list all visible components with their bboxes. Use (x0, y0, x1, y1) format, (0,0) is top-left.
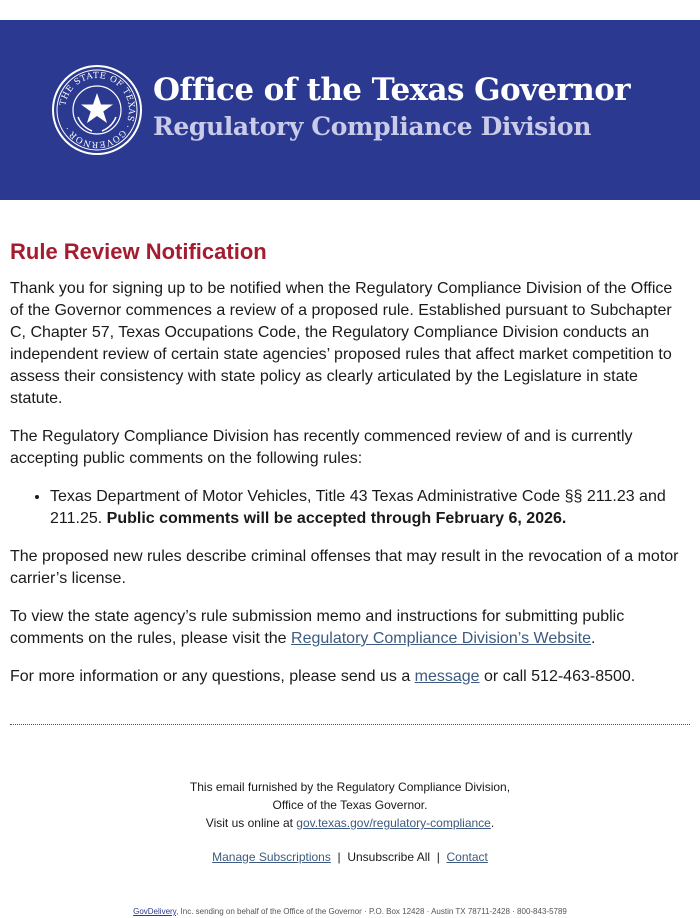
contact-paragraph (10, 666, 690, 688)
email-body (0, 238, 700, 866)
govdelivery-link[interactable]: GovDelivery (133, 907, 177, 916)
intro-paragraph: Thank you for signing up to be notified when the Regulatory Compliance Division of the Office of the Governor commences a review of a proposed rule. Established pursuant to Subchapter C, Chapter 57, Texas Occupations Code, the Regulatory Compliance Division conducts an independent review of certain state agencies’ proposed rules that affect market competition to assess their consistency with state policy as clearly articulated by the Legislature in state statute. (10, 280, 673, 407)
top-spacer (0, 0, 700, 20)
unsubscribe-all-link[interactable]: Unsubscribe All (347, 850, 431, 864)
rule-text: Texas Department of Motor Vehicles, Title 43 Texas Administrative Code §§ 211.23 and 211.25. (50, 488, 666, 527)
rules-list (10, 486, 690, 530)
visit-text-before: Visit us online at (205, 816, 297, 830)
review-paragraph: The Regulatory Compliance Division has recently commenced review of and is currently accepting public comments on the following rules: (10, 428, 633, 467)
separator: | (436, 850, 440, 864)
list-item (50, 486, 690, 530)
footer-line-1: This email furnished by the Regulatory Compliance Division, (189, 780, 511, 794)
header-title-block (153, 70, 630, 144)
header-subtitle: Regulatory Compliance Division (153, 112, 591, 141)
footer-line-2: Office of the Texas Governor. (272, 798, 428, 812)
view-text-after: . (591, 630, 596, 647)
message-link[interactable]: message (414, 668, 480, 685)
email-header-banner (0, 20, 700, 200)
visit-text-after: . (490, 816, 495, 830)
texas-state-seal-icon (52, 65, 142, 155)
rule-deadline: Public comments will be accepted through February 6, 2026. (106, 510, 567, 527)
manage-subscriptions-link[interactable]: Manage Subscriptions (212, 850, 331, 864)
subscription-links (10, 848, 690, 866)
govdelivery-text: , Inc. sending on behalf of the Office of the Governor · P.O. Box 12428 · Austin TX 78711-2428 · 800-843-5789 (176, 907, 567, 916)
svg-text:THE STATE OF TEXAS · GOVERNOR: THE STATE OF TEXAS · GOVERNOR · (58, 70, 137, 150)
contact-link[interactable]: Contact (446, 850, 488, 864)
view-text-before: To view the state agency’s rule submission memo and instructions for submitting public comments on the rules, please visit the (10, 608, 625, 647)
website-link[interactable]: Regulatory Compliance Division’s Website (291, 630, 592, 647)
separator: | (337, 850, 341, 864)
govdelivery-notice (0, 906, 700, 918)
contact-text-after: or call 512-463-8500. (479, 668, 636, 685)
view-paragraph (10, 606, 690, 650)
footer-visit-line (10, 814, 690, 832)
email-footer (10, 778, 690, 832)
footer-divider (10, 724, 690, 725)
header-title: Office of the Texas Governor (153, 72, 631, 108)
description-paragraph: The proposed new rules describe criminal offenses that may result in the revocation of a motor carrier’s license. (10, 548, 679, 587)
footer-website-link[interactable]: gov.texas.gov/regulatory-compliance (296, 816, 491, 830)
contact-text-before: For more information or any questions, please send us a (10, 668, 415, 685)
notice-title: Rule Review Notification (10, 239, 267, 264)
